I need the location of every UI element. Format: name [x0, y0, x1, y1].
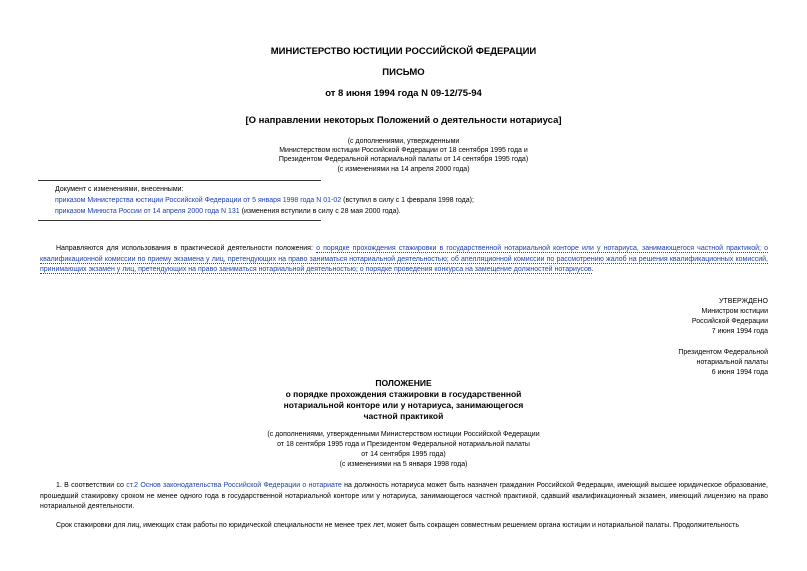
change-order-link-1998[interactable]: приказом Министерства юстиции Российской Федерации от 5 января 1998 года N 01-02: [55, 197, 342, 204]
document-title: [О направлении некоторых Положений о деятельности нотариуса]: [245, 115, 562, 126]
approved-president: Президентом Федеральной: [678, 349, 768, 356]
regulation-subtitle-2: нотариальной конторе или у нотариуса, занимающегося: [283, 400, 524, 410]
changes-intro: Документ с изменениями, внесенными:: [55, 186, 184, 193]
change-order-note-2000: (изменения вступили в силу с 28 мая 2000 года).: [239, 208, 401, 215]
approved-date-1: 7 июня 1994 года: [711, 328, 768, 335]
changes-item: [55, 207, 401, 216]
regulation-title: ПОЛОЖЕНИЕ: [375, 378, 432, 388]
changes-bottom-rule: [38, 220, 321, 221]
amendments-line-4: (с изменениями на 14 апреля 2000 года): [337, 166, 470, 173]
amendments-line-3: Президентом Федеральной нотариальной палаты от 14 сентября 1995 года): [278, 156, 529, 163]
regulation-note-1: (с дополнениями, утвержденными Министерством юстиции Российской Федерации: [267, 431, 540, 438]
document-type: ПИСЬМО: [382, 67, 425, 78]
paragraph-2: Срок стажировки для лиц, имеющих стаж работы по юридической специальности не менее трех лет, может быть сокращен совместным решением органа юстиции и нотариальной палаты. Продолжительность: [56, 522, 739, 529]
regulation-note-3: от 14 сентября 1995 года): [361, 451, 446, 458]
ministry-heading: МИНИСТЕРСТВО ЮСТИЦИИ РОССИЙСКОЙ ФЕДЕРАЦИИ: [270, 46, 537, 57]
notary-law-link[interactable]: Основ законодательства Российской Федерации о нотариате: [140, 482, 342, 489]
changes-item: [55, 196, 474, 205]
article-2-link[interactable]: ст.2: [126, 482, 139, 489]
amendments-line-1: (с дополнениями, утвержденными: [347, 138, 460, 145]
intro-suffix: .: [591, 266, 594, 273]
para1-rest: на должность нотариуса может быть назначен гражданин Российской Федерации, имеющий высшее юридическое образование, прошедший стажировку сроком не менее одного года в государственной нотариальной конторе или у нотариуса, занимающегося частной практикой, сдавший квалификационный экзамен, имеющий лицензию на право нотариальной деятельности.: [40, 482, 768, 510]
changes-top-rule: [38, 180, 321, 181]
approved-minister: Министром юстиции: [701, 308, 768, 315]
amendments-line-2: Министерством юстиции Российской Федерации от 18 сентября 1995 года и: [279, 147, 528, 154]
document-date-number: от 8 июня 1994 года N 09-12/75-94: [325, 88, 482, 99]
approved-date-2: 6 июня 1994 года: [711, 369, 768, 376]
change-order-link-2000[interactable]: приказом Минюста России от 14 апреля 2000 года N 131: [55, 208, 240, 215]
intro-prefix: Направляются для использования в практической деятельности положения:: [56, 245, 317, 252]
regulation-note-2: от 18 сентября 1995 года и Президентом Федеральной нотариальной палаты: [277, 441, 530, 448]
paragraph-1: [40, 481, 768, 513]
para1-prefix: 1. В соответствии со: [56, 482, 127, 489]
approved-russia: Российской Федерации: [691, 318, 768, 325]
change-order-note-1998: (вступил в силу с 1 февраля 1998 года);: [341, 197, 474, 204]
regulation-subtitle-1: о порядке прохождения стажировки в государственной: [285, 389, 522, 399]
approved-chamber: нотариальной палаты: [696, 359, 768, 366]
regulation-note-4: (с изменениями на 5 января 1998 года): [339, 461, 468, 468]
regulation-subtitle-3: частной практикой: [363, 411, 444, 421]
intro-paragraph: [40, 244, 768, 276]
regulations-links[interactable]: о порядке прохождения стажировки в государственной нотариальной конторе или у нотариуса, занимающегося частной практикой; о квалификационной комиссии по приему экзамена у лиц, претендующих на право заниматься нотариальной деятельностью; об апелляционной комиссии по рассмотрению жалоб на решения квалификационных комиссий, принимающих экзамен у лиц, претендующих на право заниматься нотариальной деятельностью; о порядке проведения конкурса на замещение должностей нотариусов: [40, 245, 768, 273]
approved-label: УТВЕРЖДЕНО: [718, 298, 768, 305]
